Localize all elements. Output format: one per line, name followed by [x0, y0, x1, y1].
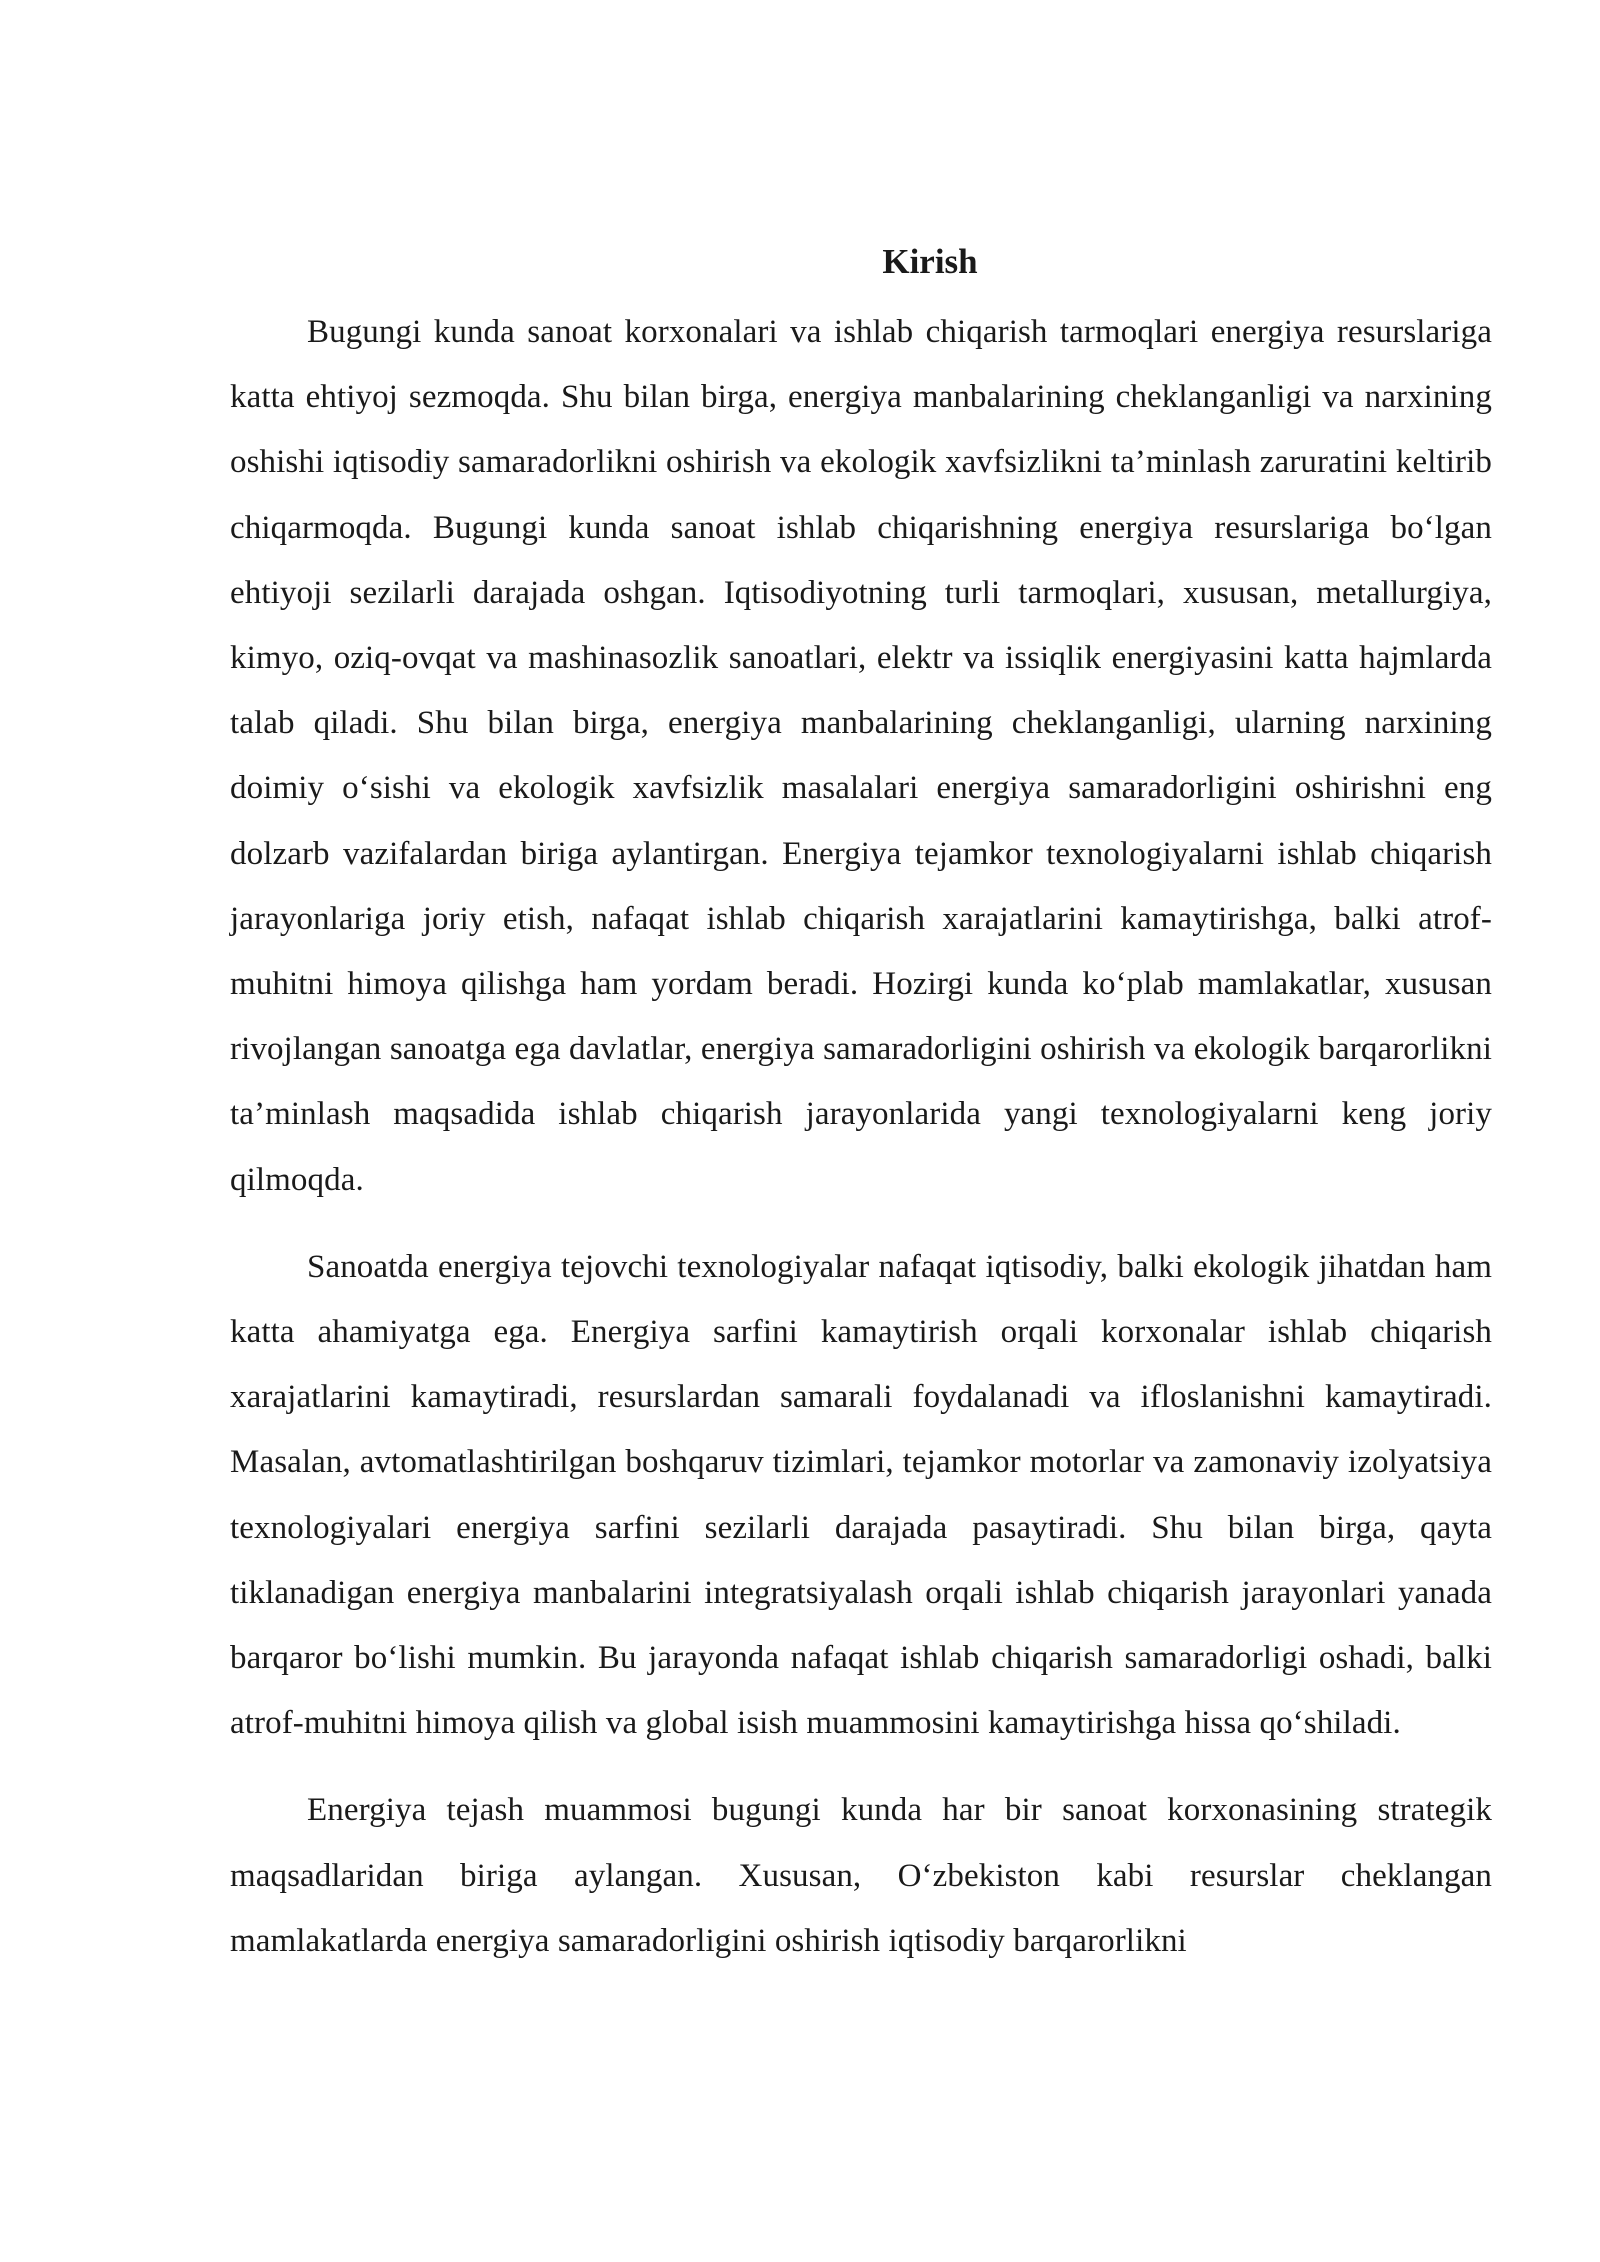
document-body — [230, 236, 1492, 1996]
paragraph-1: Bugungi kunda sanoat korxonalari va ishlab chiqarish tarmoqlari energiya resurslariga katta ehtiyoj sezmoqda. Shu bilan birga, energiya manbalarining cheklanganligi va narxining oshishi iqtisodiy samaradorlikni oshirish va ekologik xavfsizlikni ta’minlash zaruratini keltirib chiqarmoqda. Bugungi kunda sanoat ishlab chiqarishning energiya resurslariga bo‘lgan ehtiyoji sezilarli darajada oshgan. Iqtisodiyotning turli tarmoqlari, xususan, metallurgiya, kimyo, oziq-ovqat va mashinasozlik sanoatlari, elektr va issiqlik energiyasini katta hajmlarda talab qiladi. Shu bilan birga, energiya manbalarining cheklanganligi, ularning narxining doimiy o‘sishi va ekologik xavfsizlik masalalari energiya samaradorligini oshirishni eng dolzarb vazifalardan biriga aylantirgan. Energiya tejamkor texnologiyalarni ishlab chiqarish jarayonlariga joriy etish, nafaqat ishlab chiqarish xarajatlarini kamaytirishga, balki atrof-muhitni himoya qilishga ham yordam beradi. Hozirgi kunda ko‘plab mamlakatlar, xususan rivojlangan sanoatga ega davlatlar, energiya samaradorligini oshirish va ekologik barqarorlikni ta’minlash maqsadida ishlab chiqarish jarayonlarida yangi texnologiyalarni keng joriy qilmoqda. — [230, 314, 1492, 1198]
section-heading: Kirish — [882, 242, 978, 281]
paragraph-2: Sanoatda energiya tejovchi texnologiyalar nafaqat iqtisodiy, balki ekologik jihatdan ham katta ahamiyatga ega. Energiya sarfini kamaytirish orqali korxonalar ishlab chiqarish xarajatlarini kamaytiradi, resurslardan samarali foydalanadi va ifloslanishni kamaytiradi. Masalan, avtomatlashtirilgan boshqaruv tizimlari, tejamkor motorlar va zamonaviy izolyatsiya texnologiyalari energiya sarfini sezilarli darajada pasaytiradi. Shu bilan birga, qayta tiklanadigan energiya manbalarini integratsiyalash orqali ishlab chiqarish jarayonlari yanada barqaror bo‘lishi mumkin. Bu jarayonda nafaqat ishlab chiqarish samaradorligi oshadi, balki atrof-muhitni himoya qilish va global isish muammosini kamaytirishga hissa qo‘shiladi. — [230, 1248, 1492, 1742]
paragraph-3: Energiya tejash muammosi bugungi kunda har bir sanoat korxonasining strategik maqsadlaridan biriga aylangan. Xususan, O‘zbekiston kabi resurslar cheklangan mamlakatlarda energiya samaradorligini oshirish iqtisodiy barqarorlikni — [230, 1792, 1492, 1959]
